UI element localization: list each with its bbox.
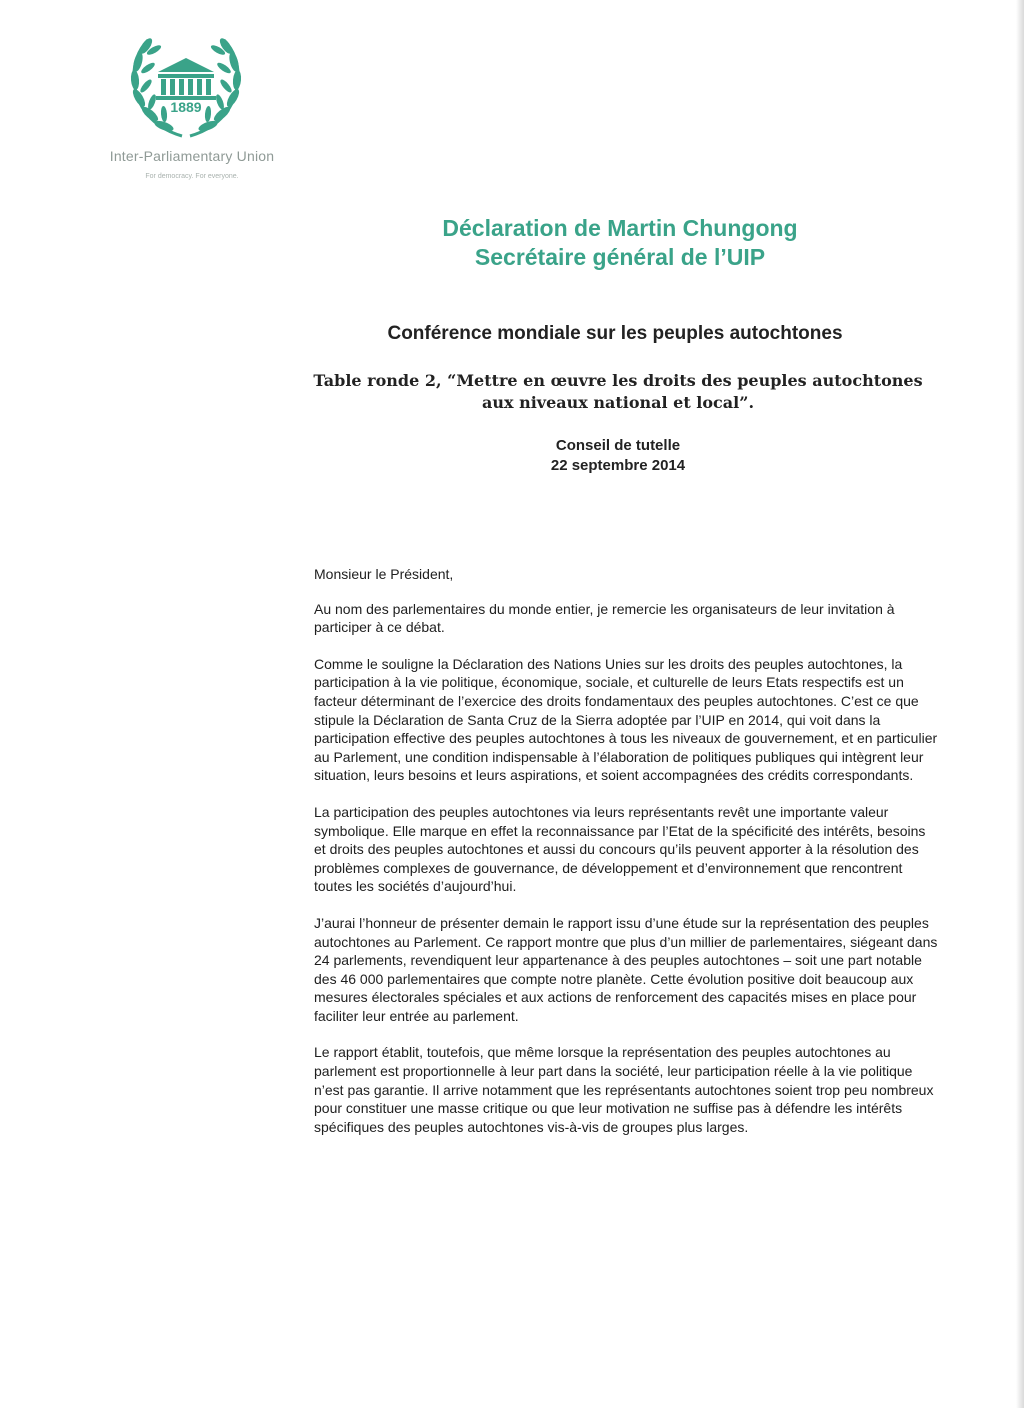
title-role: Secrétaire général de l’UIP xyxy=(474,244,766,270)
salutation: Monsieur le Président, xyxy=(314,566,454,582)
ipu-logo xyxy=(96,28,288,180)
paragraph: La participation des peuples autochtones via leurs représentants revêt une importante valeur symbolique. Elle marque en effet la reconnaissance par l’Etat de la spécificité des intérêts, besoins et droits des peuples autochtones et aussi du concours qu’ils peuvent apporter à la résolution des problèmes complexes de gouvernance, de développement et d’environnement que rencontrent toutes les sociétés d’aujourd’hui. xyxy=(314,803,926,895)
event-venue: Conseil de tutelle xyxy=(555,437,681,454)
emblem-year: 1889 xyxy=(170,99,202,115)
title-speaker: Déclaration de Martin Chungong xyxy=(442,215,798,241)
laurel-wreath-parliament-building-icon xyxy=(124,28,248,144)
organization-name: Inter-Parliamentary Union xyxy=(109,148,275,164)
paragraph: Le rapport établit, toutefois, que même lorsque la représentation des peuples autochtones au parlement est proportionnelle à leur part dans la société, leur participation réelle à la vie politique n’est pas garantie. Il arrive notamment que les représentants autochtones soient trop peu nombreux pour constituer une masse critique ou que leur motivation ne suffise pas à défendre les intérêts spécifiques des peuples autochtones vis-à-vis de groupes plus larges. xyxy=(314,1044,934,1135)
event-details xyxy=(300,436,936,476)
paragraph: Au nom des parlementaires du monde entier, je remercie les organisateurs de leur invitation à participer à ce débat. xyxy=(314,600,895,636)
conference-name: Conférence mondiale sur les peuples autochtones xyxy=(387,323,843,344)
organization-tagline: For democracy. For everyone. xyxy=(145,173,239,180)
scan-page-edge xyxy=(1016,0,1024,1408)
statement-body xyxy=(314,565,940,1154)
roundtable-title: Table ronde 2, “Mettre en œuvre les droits des peuples autochtones aux niveaux national et local”. xyxy=(313,371,923,412)
event-date: 22 septembre 2014 xyxy=(550,457,686,474)
document-title xyxy=(300,214,940,272)
paragraph: Comme le souligne la Déclaration des Nations Unies sur les droits des peuples autochtones, la participation à la vie politique, économique, sociale, et culturelle de leurs Etats respectifs est un facteur déterminant de l’exercice des droits fondamentaux des peuples autochtones. C’est ce que stipule la Déclaration de Santa Cruz de la Sierra adoptée par l’UIP en 2014, qui voit dans la participation effective des peuples autochtones à tous les niveaux de gouvernement, et en particulier au Parlement, une condition indispensable à l’élaboration de politiques publiques qui intègrent leur situation, leurs besoins et leurs aspirations, et soient accompagnées des crédits correspondants. xyxy=(314,655,938,784)
paragraph: J’aurai l’honneur de présenter demain le rapport issu d’une étude sur la représentation des peuples autochtones au Parlement. Ce rapport montre que plus d’un millier de parlementaires, siégeant dans 24 parlements, revendiquent leur appartenance à des peuples autochtones – soit une part notable des 46 000 parlementaires que compte notre planète. Cette évolution positive doit beaucoup aux mesures électorales spéciales et aux actions de renforcement des capacités mises en place pour faciliter leur entrée au parlement. xyxy=(314,914,938,1024)
